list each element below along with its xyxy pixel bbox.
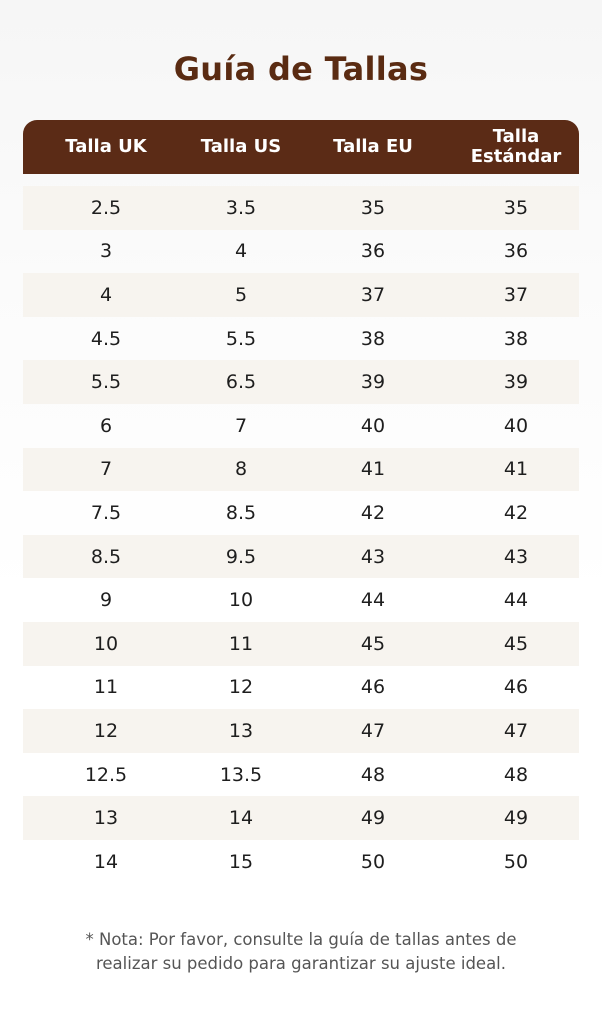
table-row: [23, 535, 579, 579]
table-row: [23, 404, 579, 448]
cell-uk: 2.5: [90, 196, 122, 219]
header-standard-line2: Estándar: [470, 146, 562, 167]
cell-standard: 39: [503, 371, 529, 394]
cell-uk: 3: [99, 240, 113, 263]
size-table: [23, 120, 579, 884]
header-us: Talla US: [200, 136, 282, 157]
cell-us: 5: [234, 283, 248, 306]
cell-us: 10: [228, 589, 254, 612]
cell-standard: 49: [503, 807, 529, 830]
cell-eu: 42: [360, 501, 386, 524]
page-title: Guía de Tallas: [173, 50, 429, 88]
cell-uk: 4: [99, 283, 113, 306]
cell-uk: 6: [99, 414, 113, 437]
cell-standard: 36: [503, 240, 529, 263]
header-standard-line1: Talla: [492, 126, 540, 147]
footnote-line-2: realizar su pedido para garantizar su ajuste ideal.: [95, 954, 507, 973]
table-row: [23, 709, 579, 753]
cell-standard: 47: [503, 719, 529, 742]
cell-eu: 35: [360, 196, 386, 219]
cell-us: 4: [234, 240, 248, 263]
cell-us: 11: [228, 632, 254, 655]
cell-us: 7: [234, 414, 248, 437]
cell-us: 6.5: [225, 371, 257, 394]
cell-eu: 49: [360, 807, 386, 830]
cell-eu: 43: [360, 545, 386, 568]
cell-uk: 10: [93, 632, 119, 655]
table-row: [23, 360, 579, 404]
cell-us: 9.5: [225, 545, 257, 568]
cell-standard: 35: [503, 196, 529, 219]
cell-standard: 46: [503, 676, 529, 699]
table-body: [23, 186, 579, 884]
cell-uk: 7: [99, 458, 113, 481]
cell-standard: 38: [503, 327, 529, 350]
cell-us: 13: [228, 719, 254, 742]
table-row: [23, 448, 579, 492]
cell-us: 13.5: [219, 763, 263, 786]
table-row: [23, 578, 579, 622]
cell-eu: 41: [360, 458, 386, 481]
table-row: [23, 666, 579, 710]
cell-uk: 13: [93, 807, 119, 830]
cell-eu: 38: [360, 327, 386, 350]
cell-standard: 40: [503, 414, 529, 437]
cell-standard: 45: [503, 632, 529, 655]
cell-uk: 5.5: [90, 371, 122, 394]
cell-eu: 40: [360, 414, 386, 437]
table-header: [23, 120, 579, 174]
cell-eu: 47: [360, 719, 386, 742]
cell-uk: 8.5: [90, 545, 122, 568]
table-row: [23, 230, 579, 274]
cell-standard: 42: [503, 501, 529, 524]
cell-eu: 48: [360, 763, 386, 786]
cell-eu: 39: [360, 371, 386, 394]
table-row: [23, 796, 579, 840]
table-row: [23, 273, 579, 317]
cell-eu: 45: [360, 632, 386, 655]
cell-standard: 44: [503, 589, 529, 612]
table-row: [23, 491, 579, 535]
table-row: [23, 840, 579, 884]
cell-uk: 7.5: [90, 501, 122, 524]
cell-us: 8: [234, 458, 248, 481]
header-standard: [453, 127, 579, 167]
cell-uk: 12.5: [84, 763, 128, 786]
table-row: [23, 622, 579, 666]
cell-us: 5.5: [225, 327, 257, 350]
cell-standard: 48: [503, 763, 529, 786]
cell-standard: 37: [503, 283, 529, 306]
cell-standard: 50: [503, 850, 529, 873]
cell-uk: 14: [93, 850, 119, 873]
cell-us: 14: [228, 807, 254, 830]
cell-us: 12: [228, 676, 254, 699]
table-row: [23, 186, 579, 230]
cell-standard: 43: [503, 545, 529, 568]
table-row: [23, 317, 579, 361]
cell-eu: 50: [360, 850, 386, 873]
footnote-line-1: * Nota: Por favor, consulte la guía de tallas antes de: [85, 930, 517, 949]
cell-us: 3.5: [225, 196, 257, 219]
cell-us: 15: [228, 850, 254, 873]
cell-us: 8.5: [225, 501, 257, 524]
cell-uk: 4.5: [90, 327, 122, 350]
cell-uk: 12: [93, 719, 119, 742]
cell-eu: 37: [360, 283, 386, 306]
cell-uk: 9: [99, 589, 113, 612]
header-uk: Talla UK: [65, 136, 147, 157]
cell-standard: 41: [503, 458, 529, 481]
header-eu: Talla EU: [333, 136, 413, 157]
cell-eu: 46: [360, 676, 386, 699]
table-row: [23, 753, 579, 797]
cell-uk: 11: [93, 676, 119, 699]
cell-eu: 36: [360, 240, 386, 263]
footnote: [0, 928, 602, 976]
cell-eu: 44: [360, 589, 386, 612]
